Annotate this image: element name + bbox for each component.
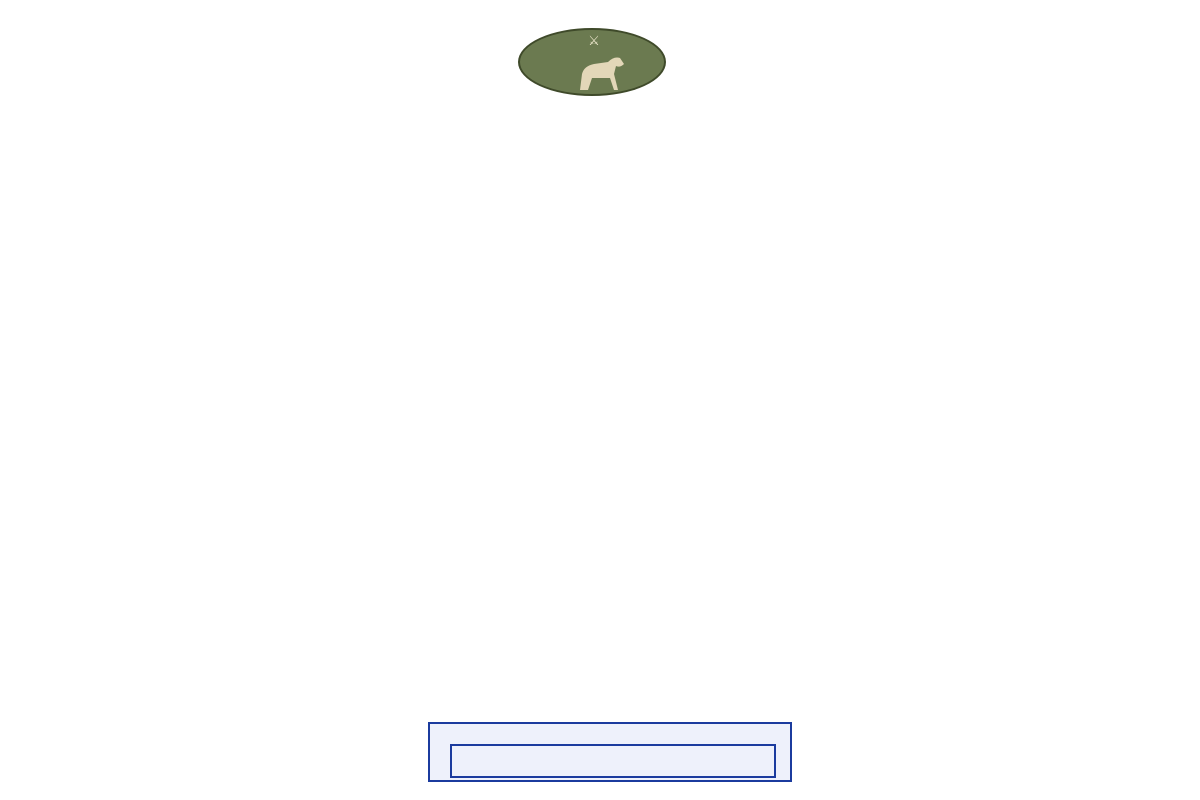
palm-swords-icon: ⚔ (588, 34, 600, 49)
club-logo (518, 28, 666, 96)
horse-icon (562, 52, 638, 92)
letterhead (0, 0, 1200, 100)
certified-copy-stamp (428, 722, 792, 782)
stamp-text (450, 744, 776, 778)
